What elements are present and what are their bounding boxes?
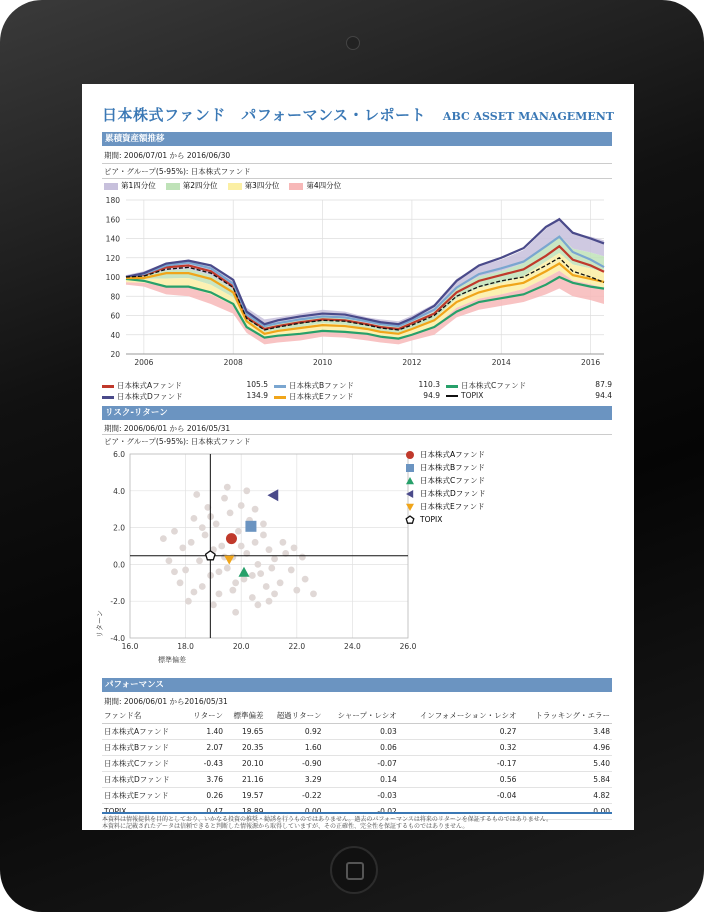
legend-label: 第1四分位 — [121, 181, 156, 190]
peer-point — [221, 495, 228, 502]
scatter-legend-item — [404, 474, 486, 487]
scatter-legend — [404, 448, 486, 526]
table-cell: 20.10 — [225, 756, 265, 772]
divider — [102, 434, 612, 435]
home-button[interactable] — [330, 846, 378, 894]
table-row — [102, 724, 612, 740]
report-title: 日本株式ファンド パフォーマンス・レポート — [102, 106, 427, 124]
table-cell: 日本株式Aファンド — [102, 724, 185, 740]
marker-circle — [226, 533, 237, 544]
peer-point — [229, 587, 236, 594]
camera-icon — [346, 36, 360, 50]
fund-name: 日本株式Bファンド — [289, 381, 354, 390]
x-tick-label: 2016 — [581, 358, 601, 367]
footer-disclaimer — [102, 816, 612, 830]
table-cell: 19.65 — [225, 724, 265, 740]
table-body — [102, 724, 612, 820]
fund-name: 日本株式Dファンド — [117, 392, 183, 401]
y-tick-label: 100 — [105, 273, 120, 282]
y-tick-label: 140 — [105, 234, 120, 244]
section2-period: 期間: 2006/06/01 から 2016/05/31 — [104, 424, 231, 433]
fund-legend-item — [274, 380, 440, 391]
peer-point — [263, 583, 270, 590]
x-tick-label: 2006 — [134, 358, 154, 367]
legend-label: TOPIX — [420, 515, 443, 524]
table-row — [102, 772, 612, 788]
divider — [102, 163, 612, 164]
y-tick-label: 80 — [110, 292, 120, 302]
table-cell: -0.07 — [324, 756, 399, 772]
peer-point — [252, 506, 259, 513]
legend-swatch — [166, 183, 180, 190]
peer-point — [254, 601, 261, 608]
legend-line-swatch — [274, 396, 286, 399]
marker-triangle-up — [238, 567, 249, 577]
peer-point — [171, 568, 178, 575]
section2-peer: ピア・グループ(5-95%): 日本株式ファンド — [104, 437, 251, 446]
fund-value: 105.5 — [246, 380, 268, 389]
quartile-legend — [104, 180, 351, 191]
peer-point — [232, 579, 239, 586]
peer-point — [182, 567, 189, 574]
divider — [102, 178, 612, 179]
peer-point — [160, 535, 167, 542]
section1-period: 期間: 2006/07/01 から 2016/06/30 — [104, 151, 231, 160]
peer-point — [185, 598, 192, 605]
legend-line-swatch — [446, 395, 458, 397]
peer-point — [249, 572, 256, 579]
table-cell: 0.14 — [324, 772, 399, 788]
peer-point — [254, 561, 261, 568]
quartile-legend-item — [228, 181, 280, 190]
scatter-legend-item — [404, 500, 486, 513]
peer-point — [216, 590, 223, 597]
fund-name: 日本株式Aファンド — [117, 381, 182, 390]
fund-value: 94.9 — [423, 391, 440, 400]
peer-point — [199, 524, 206, 531]
scatter-legend-item — [404, 448, 486, 461]
table-header-row — [102, 708, 612, 724]
peer-point — [291, 544, 298, 551]
table-cell: -0.22 — [265, 788, 323, 804]
fund-name: 日本株式Cファンド — [461, 381, 527, 390]
legend-label: 日本株式Eファンド — [420, 502, 485, 511]
scatter-legend-item — [404, 513, 486, 526]
section-header-cumulative: 累積資産額推移 — [102, 132, 612, 146]
legend-line-swatch — [446, 385, 458, 388]
x-tick-label: 2010 — [313, 358, 333, 367]
y-tick-label: 0.0 — [113, 560, 125, 570]
legend-label: 日本株式Bファンド — [420, 463, 485, 472]
peer-point — [260, 521, 267, 528]
fund-name: TOPIX — [461, 391, 484, 400]
peer-point — [199, 583, 206, 590]
y-tick-label: 180 — [105, 196, 120, 205]
fund-legend-item — [446, 391, 612, 400]
fund-value: 94.4 — [595, 391, 612, 400]
cumulative-line-chart — [92, 192, 612, 377]
table-cell: -0.90 — [265, 756, 323, 772]
peer-point — [280, 539, 287, 546]
section3-period: 期間: 2006/06/01 から2016/05/31 — [104, 697, 228, 706]
risk-return-scatter — [92, 448, 422, 678]
x-tick-label: 18.0 — [177, 642, 194, 651]
table-header-cell: 標準偏差 — [225, 708, 265, 724]
x-tick-label: 16.0 — [121, 642, 139, 651]
peer-point — [271, 555, 278, 562]
y-tick-label: 60 — [110, 311, 120, 321]
legend-marker-icon — [404, 462, 416, 474]
performance-table — [102, 708, 612, 820]
marker-pentagon — [406, 516, 414, 523]
peer-point — [188, 539, 195, 546]
section-header-performance: パフォーマンス — [102, 678, 612, 692]
table-cell: 0.06 — [324, 740, 399, 756]
x-tick-label: 2012 — [402, 358, 422, 367]
table-cell: 4.96 — [518, 740, 612, 756]
y-tick-label: -4.0 — [110, 634, 125, 643]
peer-point — [202, 532, 209, 539]
x-tick-label: 22.0 — [288, 642, 306, 651]
y-axis-title: リターン — [96, 610, 104, 638]
fund-value: 134.9 — [246, 391, 268, 400]
peer-point — [257, 570, 264, 577]
quartile-legend-item — [104, 181, 156, 190]
table-cell: 3.29 — [265, 772, 323, 788]
table-cell: 5.40 — [518, 756, 612, 772]
table-cell: 21.16 — [225, 772, 265, 788]
peer-point — [266, 546, 273, 553]
table-cell: 0.92 — [265, 724, 323, 740]
table-row — [102, 756, 612, 772]
peer-point — [218, 543, 225, 550]
legend-label: 第2四分位 — [182, 181, 218, 190]
legend-label: 日本株式Aファンド — [420, 450, 485, 459]
table-cell: 日本株式Dファンド — [102, 772, 185, 788]
table-cell: -0.03 — [324, 788, 399, 804]
x-tick-label: 2014 — [491, 358, 511, 367]
legend-marker-icon — [404, 488, 416, 500]
legend-line-swatch — [102, 385, 114, 388]
y-tick-label: 20 — [110, 350, 120, 359]
table-cell: 0.26 — [185, 788, 225, 804]
peer-point — [299, 554, 306, 561]
table-cell: 5.84 — [518, 772, 612, 788]
table-header-cell: ファンド名 — [102, 708, 185, 724]
footer-rule — [102, 812, 612, 814]
legend-swatch — [104, 183, 118, 190]
table-cell: 日本株式Eファンド — [102, 788, 185, 804]
peer-point — [249, 594, 256, 601]
home-square-icon — [346, 862, 364, 880]
table-cell: 19.57 — [225, 788, 265, 804]
table-header-cell: シャープ・レシオ — [324, 708, 399, 724]
legend-label: 日本株式Dファンド — [420, 489, 486, 498]
table-cell: 0.56 — [399, 772, 519, 788]
legend-label: 第3四分位 — [244, 181, 280, 190]
marker-triangle-up — [406, 477, 414, 484]
legend-line-swatch — [102, 396, 114, 399]
peer-point — [227, 509, 234, 516]
plot-frame — [130, 454, 408, 638]
legend-swatch — [228, 183, 242, 190]
fund-legend-item — [102, 380, 268, 391]
table-cell: 0.03 — [324, 724, 399, 740]
fund-value: 110.3 — [418, 380, 440, 389]
table-cell: 日本株式Bファンド — [102, 740, 185, 756]
peer-point — [252, 539, 259, 546]
marker-triangle-down — [406, 504, 414, 511]
table-header-cell: インフォメーション・レシオ — [399, 708, 519, 724]
marker-square — [245, 521, 256, 532]
peer-point — [271, 590, 278, 597]
table-row — [102, 788, 612, 804]
legend-marker-icon — [404, 514, 416, 526]
fund-legend-item — [446, 380, 612, 391]
peer-point — [260, 532, 267, 539]
table-cell: 20.35 — [225, 740, 265, 756]
table-cell: 2.07 — [185, 740, 225, 756]
report-screen — [82, 84, 634, 830]
table-cell: -0.04 — [399, 788, 519, 804]
peer-point — [193, 491, 200, 498]
legend-swatch — [289, 183, 303, 190]
marker-square — [406, 464, 414, 472]
peer-point — [238, 543, 245, 550]
peer-point — [224, 565, 231, 572]
legend-line-swatch — [274, 385, 286, 388]
x-axis-title: 標準偏差 — [158, 656, 186, 664]
y-tick-label: -2.0 — [110, 597, 125, 607]
peer-point — [266, 598, 273, 605]
x-tick-label: 24.0 — [344, 642, 361, 651]
peer-point — [179, 544, 186, 551]
table-cell: 1.60 — [265, 740, 323, 756]
table-row — [102, 740, 612, 756]
fund-legend-item — [102, 391, 268, 402]
table-header-cell: 超過リターン — [265, 708, 323, 724]
legend-label: 日本株式Cファンド — [420, 476, 486, 485]
peer-point — [302, 576, 309, 583]
quartile-legend-item — [166, 181, 218, 190]
peer-point — [171, 528, 178, 535]
peer-point — [241, 576, 248, 583]
x-tick-label: 20.0 — [232, 642, 250, 651]
section-header-risk-return: リスク-リターン — [102, 406, 612, 420]
peer-point — [196, 557, 203, 564]
legend-label: 第4四分位 — [306, 181, 342, 190]
disclaimer-line: 本資料に記載されたデータは信頼できると判断した情報源から取得していますが、その正確性、完全性を保証するものではありません。 — [102, 823, 469, 830]
peer-point — [293, 587, 300, 594]
legend-marker-icon — [404, 449, 416, 461]
peer-point — [191, 589, 198, 596]
y-tick-label: 6.0 — [113, 450, 125, 459]
fund-legend-item — [274, 391, 440, 402]
table-cell: 4.82 — [518, 788, 612, 804]
table-cell: 1.40 — [185, 724, 225, 740]
disclaimer-line: 本資料は情報提供を目的としており、いかなる投資の推奨・勧誘を行うものではありません。過去のパフォーマンスは将来のリターンを保証するものではありません。 — [102, 816, 553, 823]
table-header-cell: トラッキング・エラー — [518, 708, 612, 724]
table-cell: 3.48 — [518, 724, 612, 740]
y-tick-label: 4.0 — [113, 486, 125, 496]
y-tick-label: 160 — [105, 215, 120, 225]
table-cell: -0.17 — [399, 756, 519, 772]
legend-marker-icon — [404, 475, 416, 487]
fund-value: 87.9 — [595, 380, 612, 389]
table-header-cell: リターン — [185, 708, 225, 724]
y-tick-label: 40 — [110, 330, 120, 340]
peer-point — [310, 590, 317, 597]
table-cell: 0.32 — [399, 740, 519, 756]
x-tick-label: 2008 — [223, 358, 243, 367]
quartile-legend-item — [289, 181, 341, 190]
legend-marker-icon — [404, 501, 416, 513]
fund-legend — [102, 380, 612, 402]
peer-point — [216, 568, 223, 575]
peer-point — [213, 521, 220, 528]
peer-point — [243, 487, 250, 494]
section1-peer: ピア・グループ(5-95%): 日本株式ファンド — [104, 167, 251, 176]
table-cell: -0.43 — [185, 756, 225, 772]
company-name: ABC ASSET MANAGEMENT — [442, 110, 614, 123]
y-tick-label: 2.0 — [113, 523, 125, 533]
peer-point — [210, 601, 217, 608]
peer-point — [224, 484, 231, 491]
peer-point — [238, 502, 245, 509]
table-cell: 日本株式Cファンド — [102, 756, 185, 772]
scatter-legend-item — [404, 461, 486, 474]
marker-triangle-left — [406, 490, 413, 498]
table-cell: 3.76 — [185, 772, 225, 788]
fund-name: 日本株式Eファンド — [289, 392, 354, 401]
y-tick-label: 120 — [105, 253, 120, 263]
peer-point — [166, 557, 173, 564]
marker-circle — [406, 451, 414, 459]
peer-point — [277, 579, 284, 586]
peer-point — [191, 515, 198, 522]
table-cell: 0.27 — [399, 724, 519, 740]
peer-point — [268, 565, 275, 572]
x-tick-label: 26.0 — [399, 642, 417, 651]
peer-point — [177, 579, 184, 586]
peer-point — [235, 528, 242, 535]
scatter-legend-item — [404, 487, 486, 500]
peer-point — [288, 567, 295, 574]
peer-point — [232, 609, 239, 616]
